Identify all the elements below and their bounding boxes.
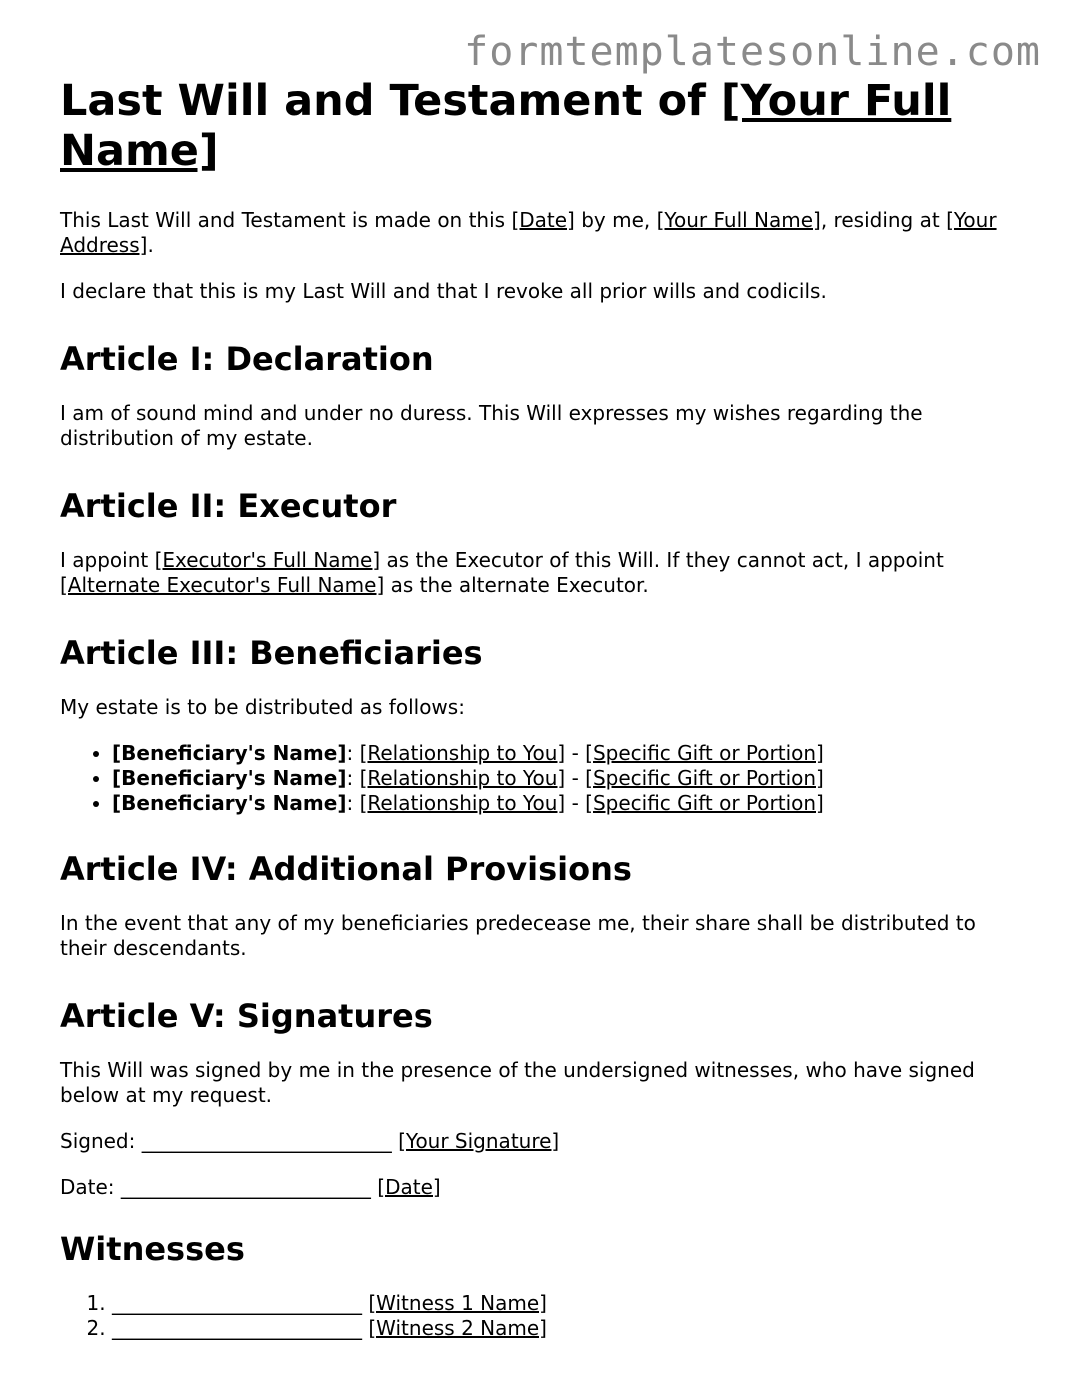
article-5-text: This Will was signed by me in the presence of the undersigned witnesses, who have signed below at my request. bbox=[60, 1058, 975, 1107]
separator: : bbox=[346, 766, 360, 790]
relationship-placeholder: [Relationship to You] bbox=[359, 741, 566, 765]
date-label: Date: bbox=[60, 1175, 121, 1199]
document-title bbox=[60, 76, 1020, 176]
separator: - bbox=[565, 766, 586, 790]
list-item bbox=[112, 1316, 1020, 1341]
article-2-text bbox=[60, 548, 1020, 598]
intro-paragraph bbox=[60, 208, 1020, 258]
list-item bbox=[112, 791, 1020, 816]
watermark: formtemplatesonline.com bbox=[464, 29, 1041, 75]
article-2-heading: Article II: Executor bbox=[60, 487, 397, 525]
article-2-text-2: as the Executor of this Will. If they cannot act, I appoint bbox=[380, 548, 944, 572]
article-4-heading: Article IV: Additional Provisions bbox=[60, 850, 632, 888]
gift-placeholder: [Specific Gift or Portion] bbox=[585, 791, 824, 815]
gift-placeholder: [Specific Gift or Portion] bbox=[585, 766, 824, 790]
article-4-text: In the event that any of my beneficiaries predecease me, their share shall be distributed to their descendants. bbox=[60, 911, 976, 960]
beneficiary-name: [Beneficiary's Name] bbox=[112, 791, 347, 815]
intro-text-1: This Last Will and Testament is made on this bbox=[60, 208, 512, 232]
title-prefix: Last Will and Testament of bbox=[60, 76, 721, 126]
article-1-heading: Article I: Declaration bbox=[60, 340, 434, 378]
article-3-intro: My estate is to be distributed as follows: bbox=[60, 695, 465, 719]
executor-placeholder: [Executor's Full Name] bbox=[154, 548, 381, 572]
declaration-paragraph: I declare that this is my Last Will and that I revoke all prior wills and codicils. bbox=[60, 279, 827, 303]
separator: : bbox=[346, 741, 360, 765]
intro-text-3: , residing at bbox=[820, 208, 947, 232]
document-body bbox=[60, 76, 1020, 1341]
witness-name-placeholder: [Witness 2 Name] bbox=[368, 1316, 547, 1340]
beneficiary-name: [Beneficiary's Name] bbox=[112, 766, 347, 790]
witness-name-placeholder: [Witness 1 Name] bbox=[368, 1291, 547, 1315]
separator: - bbox=[565, 791, 586, 815]
witness-list bbox=[60, 1291, 1020, 1341]
gift-placeholder: [Specific Gift or Portion] bbox=[585, 741, 824, 765]
list-item bbox=[112, 766, 1020, 791]
beneficiary-name: [Beneficiary's Name] bbox=[112, 741, 347, 765]
intro-name-placeholder: [Your Full Name] bbox=[656, 208, 821, 232]
date-placeholder: [Date] bbox=[377, 1175, 441, 1199]
article-3-heading: Article III: Beneficiaries bbox=[60, 634, 483, 672]
list-item bbox=[112, 1291, 1020, 1316]
signed-label: Signed: bbox=[60, 1129, 142, 1153]
list-item bbox=[112, 741, 1020, 766]
intro-text-4: . bbox=[147, 233, 154, 257]
intro-address-placeholder: [Your Address] bbox=[60, 208, 997, 257]
article-2-text-1: I appoint bbox=[60, 548, 155, 572]
beneficiary-list bbox=[60, 741, 1020, 816]
date-blank: _________________________ bbox=[120, 1175, 371, 1199]
date-line bbox=[60, 1175, 1020, 1200]
article-5-heading: Article V: Signatures bbox=[60, 997, 433, 1035]
signed-line bbox=[60, 1129, 1020, 1154]
separator: : bbox=[346, 791, 360, 815]
signature-blank: _________________________ bbox=[141, 1129, 392, 1153]
signature-placeholder: [Your Signature] bbox=[398, 1129, 560, 1153]
witnesses-heading: Witnesses bbox=[60, 1230, 245, 1268]
title-name-placeholder: [Your Full Name] bbox=[60, 76, 952, 176]
alternate-executor-placeholder: [Alternate Executor's Full Name] bbox=[60, 573, 385, 597]
article-2-text-3: as the alternate Executor. bbox=[384, 573, 649, 597]
intro-text-2: by me, bbox=[574, 208, 657, 232]
witness-blank: _________________________ bbox=[112, 1316, 362, 1340]
article-1-text: I am of sound mind and under no duress. This Will expresses my wishes regarding the distribution of my estate. bbox=[60, 401, 923, 450]
witness-blank: _________________________ bbox=[112, 1291, 362, 1315]
relationship-placeholder: [Relationship to You] bbox=[359, 766, 566, 790]
separator: - bbox=[565, 741, 586, 765]
relationship-placeholder: [Relationship to You] bbox=[359, 791, 566, 815]
intro-date-placeholder: [Date] bbox=[511, 208, 575, 232]
